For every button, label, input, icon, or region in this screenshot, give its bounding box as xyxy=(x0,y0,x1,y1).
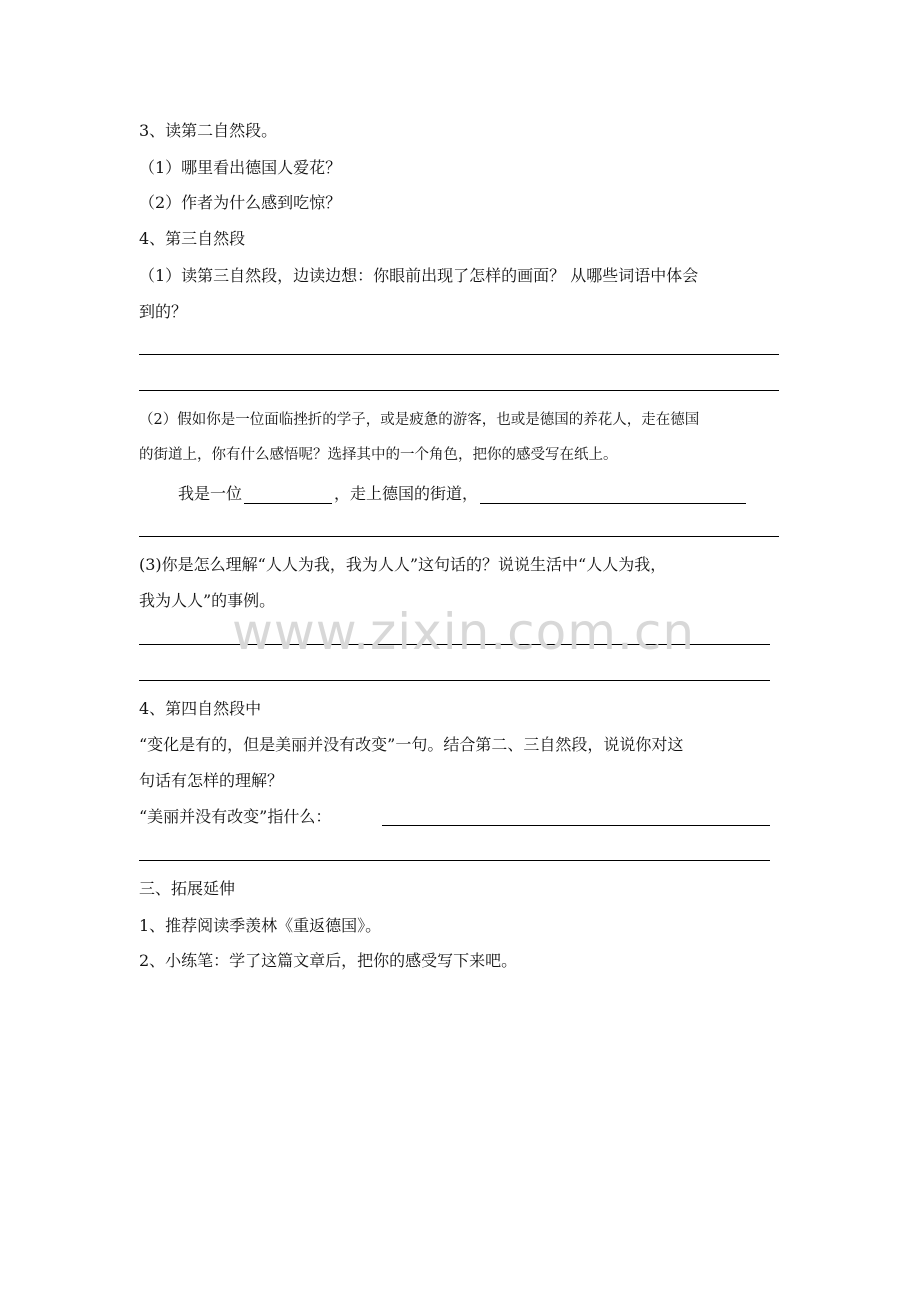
answer-line[interactable] xyxy=(139,644,770,645)
section3-title: 三、拓展延伸 xyxy=(139,879,236,898)
answer-line[interactable] xyxy=(382,825,770,826)
watermark: www.zixin.com.cn xyxy=(232,603,696,661)
q4a-title: 4、第三自然段 xyxy=(139,229,246,248)
q4a-sub2-line2: 的街道上，你有什么感悟呢？选择其中的一个角色，把你的感受写在纸上。 xyxy=(139,447,618,463)
answer-line[interactable] xyxy=(139,354,779,355)
q4b-title: 4、第四自然段中 xyxy=(139,699,262,718)
q4a-sub3-line2: 我为人人”的事例。 xyxy=(139,591,276,610)
fill-blank-feeling[interactable] xyxy=(480,485,746,504)
fill-middle: ，走上德国的街道， xyxy=(334,484,479,503)
fill-prefix: 我是一位 xyxy=(178,484,243,503)
q4b-fill-label: “美丽并没有改变”指什么： xyxy=(139,807,332,826)
fill-blank-role[interactable] xyxy=(244,485,332,504)
answer-line[interactable] xyxy=(139,390,779,391)
q4a-sub1-line2: 到的？ xyxy=(139,302,188,321)
q3-item-1: （1）哪里看出德国人爱花？ xyxy=(139,158,342,177)
section3-item-1: 1、推荐阅读季羡林《重返德国》。 xyxy=(139,916,382,935)
answer-line[interactable] xyxy=(139,860,770,861)
q3-item-2: （2）作者为什么感到吃惊？ xyxy=(139,193,342,212)
q4b-line1: “变化是有的，但是美丽并没有改变”一句。结合第二、三自然段，说说你对这 xyxy=(139,735,684,754)
q4a-sub1-line1: （1）读第三自然段，边读边想：你眼前出现了怎样的画面？ 从哪些词语中体会 xyxy=(139,266,699,285)
answer-line[interactable] xyxy=(139,680,770,681)
q3-title: 3、读第二自然段。 xyxy=(139,121,278,140)
section3-item-2: 2、小练笔：学了这篇文章后，把你的感受写下来吧。 xyxy=(139,951,518,970)
answer-line[interactable] xyxy=(139,536,779,537)
q4a-sub2-line1: （2）假如你是一位面临挫折的学子，或是疲惫的游客，也或是德国的养花人，走在德国 xyxy=(139,412,700,428)
q4a-sub3-line1: (3)你是怎么理解“人人为我，我为人人”这句话的？说说生活中“人人为我， xyxy=(139,555,667,574)
q4b-line2: 句话有怎样的理解？ xyxy=(139,771,284,790)
fill-sentence xyxy=(178,484,748,504)
